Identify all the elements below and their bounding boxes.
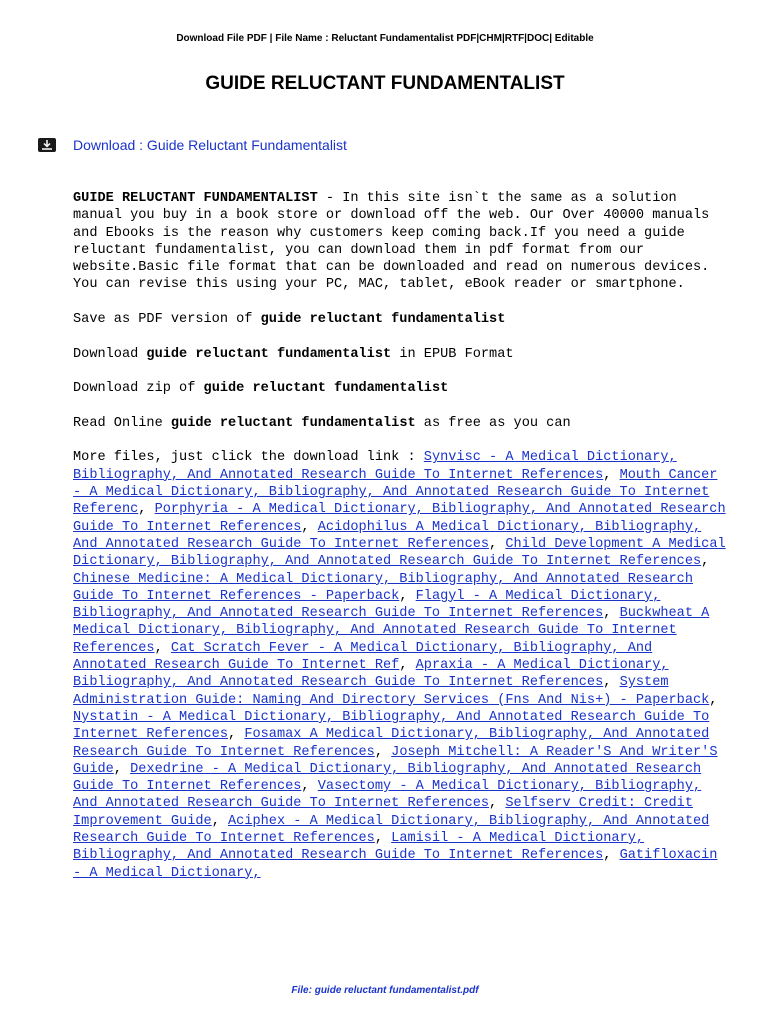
- related-file-link[interactable]: Joseph Mitchell: A Reader'S And Writer'S Guide: [73, 744, 718, 777]
- related-file-link[interactable]: Cat Scratch Fever - A Medical Dictionary, Bibliography, And Annotated Research Guide To Internet Ref: [73, 640, 653, 674]
- related-file-link[interactable]: Child Development A Medical Dictionary, Bibliography, And Annotated Research Guide To Internet References: [73, 536, 726, 570]
- related-file-link[interactable]: Mouth Cancer - A Medical Dictionary, Bibliography, And Annotated Research Guide To Internet Referenc: [73, 467, 718, 518]
- related-file-link[interactable]: Gatifloxacin - A Medical Dictionary,: [73, 848, 718, 881]
- epub-line: [73, 346, 733, 363]
- related-file-link[interactable]: Flagyl - A Medical Dictionary, Bibliography, And Annotated Research Guide To Internet References: [73, 588, 661, 622]
- line-prefix: Read Online: [73, 415, 171, 431]
- save-pdf-line: [73, 311, 733, 328]
- intro-keyword: GUIDE RELUCTANT FUNDAMENTALIST: [73, 191, 318, 206]
- more-files-paragraph: More files, just click the download link : Synvisc - A Medical Dictionary, Bibliography, And Annotated Research Guide To Internet References, Mouth Cancer - A Medical Dictionary, Bibliography, And Annotated Research Guide To Internet Referenc, Porphyria - A Medical Dictionary, Bibliography, And Annotated Research Guide To Internet References, Acidophilus A Medical Dictionary, Bibliography, And Annotated Research Guide To Internet References, Child Development A Medical Dictionary, Bibliography, And Annotated Research Guide To Internet References, Chinese Medicine: A Medical Dictionary, Bibliography, And Annotated Research Guide To Internet References - Paperback, Flagyl - A Medical Dictionary, Bibliography, And Annotated Research Guide To Internet References, Buckwheat A Medical Dictionary, Bibliography, And Annotated Research Guide To Internet References, Cat Scratch Fever - A Medical Dictionary, Bibliography, And Annotated Research Guide To Internet Ref, Apraxia - A Medical Dictionary, Bibliography, And Annotated Research Guide To Internet References, System Administration Guide: Naming And Directory Services (Fns And Nis+) - Paperback, Nystatin - A Medical Dictionary, Bibliography, And Annotated Research Guide To Internet References, Fosamax A Medical Dictionary, Bibliography, And Annotated Research Guide To Internet References, Joseph Mitchell: A Reader'S And Writer'S Guide, Dexedrine - A Medical Dictionary, Bibliography, And Annotated Research Guide To Internet References, Vasectomy - A Medical Dictionary, Bibliography, And Annotated Research Guide To Internet References, Selfserv Credit: Credit Improvement Guide, Aciphex - A Medical Dictionary, Bibliography, And Annotated Research Guide To Internet References, Lamisil - A Medical Dictionary, Bibliography, And Annotated Research Guide To Internet References, Gatifloxacin - A Medical Dictionary,: [73, 450, 726, 881]
- download-row: [38, 137, 347, 153]
- related-file-link[interactable]: Selfserv Credit: Credit Improvement Guide: [73, 796, 693, 829]
- related-file-link[interactable]: Vasectomy - A Medical Dictionary, Bibliography, And Annotated Research Guide To Internet References: [73, 779, 702, 812]
- header-file-info: Download File PDF | File Name : Reluctant Fundamentalist PDF|CHM|RTF|DOC| Editable: [176, 33, 594, 44]
- related-file-link[interactable]: System Administration Guide: Naming And Directory Services (Fns And Nis+) - Paperback: [73, 675, 710, 708]
- related-file-link[interactable]: Apraxia - A Medical Dictionary, Bibliography, And Annotated Research Guide To Internet References: [73, 658, 669, 691]
- more-files-label: More files, just click the download link :: [73, 450, 424, 466]
- intro-text: - In this site isn`t the same as a solution manual you buy in a book store or download off the web. Our Over 40000 manuals and Ebooks is the reason why customers keep coming back.If you need a guide reluctant fundamentalist, you can download them in pdf format from our website.Basic file format that can be downloaded and read on numerous devices. You can revise this using your PC, MAC, tablet, eBook reader or smartphone.: [73, 191, 710, 293]
- related-file-link[interactable]: Dexedrine - A Medical Dictionary, Bibliography, And Annotated Research Guide To Internet References: [73, 761, 702, 795]
- line-keyword: guide reluctant fundamentalist: [146, 346, 392, 362]
- line-keyword: guide reluctant fundamentalist: [170, 415, 416, 431]
- read-online-line: [73, 415, 733, 432]
- line-keyword: guide reluctant fundamentalist: [203, 381, 449, 397]
- page-title: GUIDE RELUCTANT FUNDAMENTALIST: [205, 73, 565, 94]
- related-file-link[interactable]: Aciphex - A Medical Dictionary, Bibliography, And Annotated Research Guide To Internet References: [73, 813, 710, 846]
- related-file-link[interactable]: Porphyria - A Medical Dictionary, Bibliography, And Annotated Research Guide To Internet References: [73, 502, 726, 535]
- line-prefix: Download zip of: [73, 381, 204, 397]
- related-file-link[interactable]: Synvisc - A Medical Dictionary, Bibliography, And Annotated Research Guide To Internet References: [73, 450, 677, 483]
- intro-paragraph: [73, 190, 733, 294]
- related-file-link[interactable]: Nystatin - A Medical Dictionary, Bibliography, And Annotated Research Guide To Internet References: [73, 709, 710, 743]
- main-content: [73, 190, 733, 882]
- line-suffix: as free as you can: [415, 415, 571, 431]
- footer-filename: File: guide reluctant fundamentalist.pdf: [291, 985, 479, 996]
- download-icon[interactable]: [38, 138, 56, 152]
- line-prefix: Save as PDF version of: [73, 312, 261, 328]
- line-suffix: in EPUB Format: [391, 346, 514, 362]
- line-prefix: Download: [73, 346, 147, 362]
- related-file-link[interactable]: Chinese Medicine: A Medical Dictionary, Bibliography, And Annotated Research Guide To Internet References - Paperback: [73, 571, 693, 604]
- download-link[interactable]: Download : Guide Reluctant Fundamentalist: [73, 137, 347, 153]
- related-file-link[interactable]: Acidophilus A Medical Dictionary, Bibliography, And Annotated Research Guide To Internet References: [73, 519, 702, 552]
- zip-line: [73, 380, 733, 397]
- line-keyword: guide reluctant fundamentalist: [260, 312, 506, 328]
- related-file-link[interactable]: Fosamax A Medical Dictionary, Bibliography, And Annotated Research Guide To Internet References: [73, 727, 710, 760]
- related-file-link[interactable]: Lamisil - A Medical Dictionary, Bibliography, And Annotated Research Guide To Internet References: [73, 830, 645, 864]
- related-file-link[interactable]: Buckwheat A Medical Dictionary, Bibliography, And Annotated Research Guide To Internet References: [73, 606, 710, 656]
